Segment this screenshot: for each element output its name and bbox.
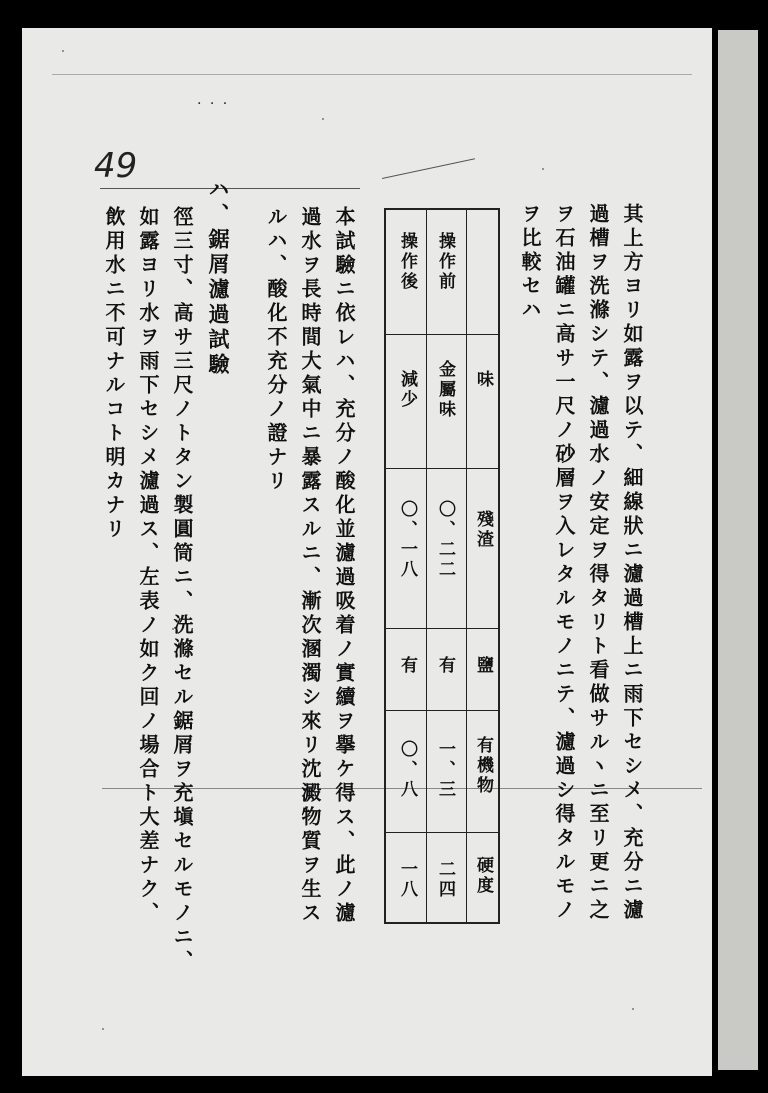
section-heading: ハ、鋸屑濾過試驗	[206, 178, 231, 378]
table-cell: 〇、八	[397, 740, 417, 800]
table-cell: 〇、二二	[435, 500, 455, 580]
table-divider	[426, 210, 427, 922]
document-page	[22, 28, 712, 1076]
table-cell: 二四	[435, 860, 455, 900]
pencil-stroke	[382, 158, 475, 179]
text-column: ヲ石油罐ニ高サ一尺ノ砂層ヲ入レタルモノニテ、濾過シ得タルモノ	[552, 203, 576, 923]
table-divider	[386, 710, 498, 711]
table-cell: 金屬味	[435, 360, 455, 420]
page-number: 49	[94, 146, 138, 186]
text-column: 過槽ヲ洗滌シテ、濾過水ノ安定ヲ得タリト看做サルヽニ至リ更ニ之	[586, 203, 610, 923]
scan-speck	[632, 1008, 634, 1010]
scan-speck	[322, 118, 324, 120]
table-divider	[386, 334, 498, 335]
text-column: 如露ヨリ水ヲ雨下セシメ濾過ス、左表ノ如ク回ノ場合ト大差ナク、	[136, 206, 160, 926]
table-row-label: 操作後	[397, 232, 417, 292]
table-header-taste: 味	[473, 370, 493, 390]
table-cell: 一、三	[435, 740, 455, 800]
text-column: ルハ、酸化不充分ノ證ナリ	[264, 206, 288, 494]
scan-speck	[102, 1028, 104, 1030]
table-header-hardness: 硬度	[473, 856, 493, 896]
table-cell: 〇、一八	[397, 500, 417, 580]
table-row-label: 操作前	[435, 232, 455, 292]
scan-line	[52, 74, 692, 75]
table-header-organic: 有機物	[473, 736, 493, 796]
table-cell: 減少	[397, 370, 417, 410]
adjacent-page-edge	[718, 30, 758, 1070]
text-column: 飲用水ニ不可ナルコト明カナリ	[102, 206, 126, 542]
scan-speck	[62, 50, 64, 52]
table-divider	[386, 468, 498, 469]
table-cell: 有	[397, 656, 417, 676]
table-header-residue: 殘渣	[473, 510, 493, 550]
text-column: 過水ヲ長時間大氣中ニ暴露スルニ、漸次溷濁シ來リ沈澱物質ヲ生ス	[298, 206, 322, 926]
text-column: 其上方ヨリ如露ヲ以テ、細線狀ニ濾過槽上ニ雨下セシメ、充分ニ濾	[620, 203, 644, 923]
text-column: 徑三寸、高サ三尺ノトタン製圓筒ニ、洗滌セル鋸屑ヲ充塡セルモノニ、	[170, 206, 194, 974]
table-divider	[386, 832, 498, 833]
text-column: ヲ比較セハ	[518, 203, 542, 323]
text-column: 本試驗ニ依レハ、充分ノ酸化並濾過吸着ノ實續ヲ擧ケ得ス、此ノ濾	[332, 206, 356, 926]
table-cell: 一八	[397, 860, 417, 900]
results-table	[384, 208, 500, 924]
table-divider	[466, 210, 467, 922]
table-divider	[386, 628, 498, 629]
scan-speck	[542, 168, 544, 170]
ink-dots: . . .	[197, 92, 230, 108]
table-header-chlorine: 鹽	[473, 656, 493, 676]
table-cell: 有	[435, 656, 455, 676]
